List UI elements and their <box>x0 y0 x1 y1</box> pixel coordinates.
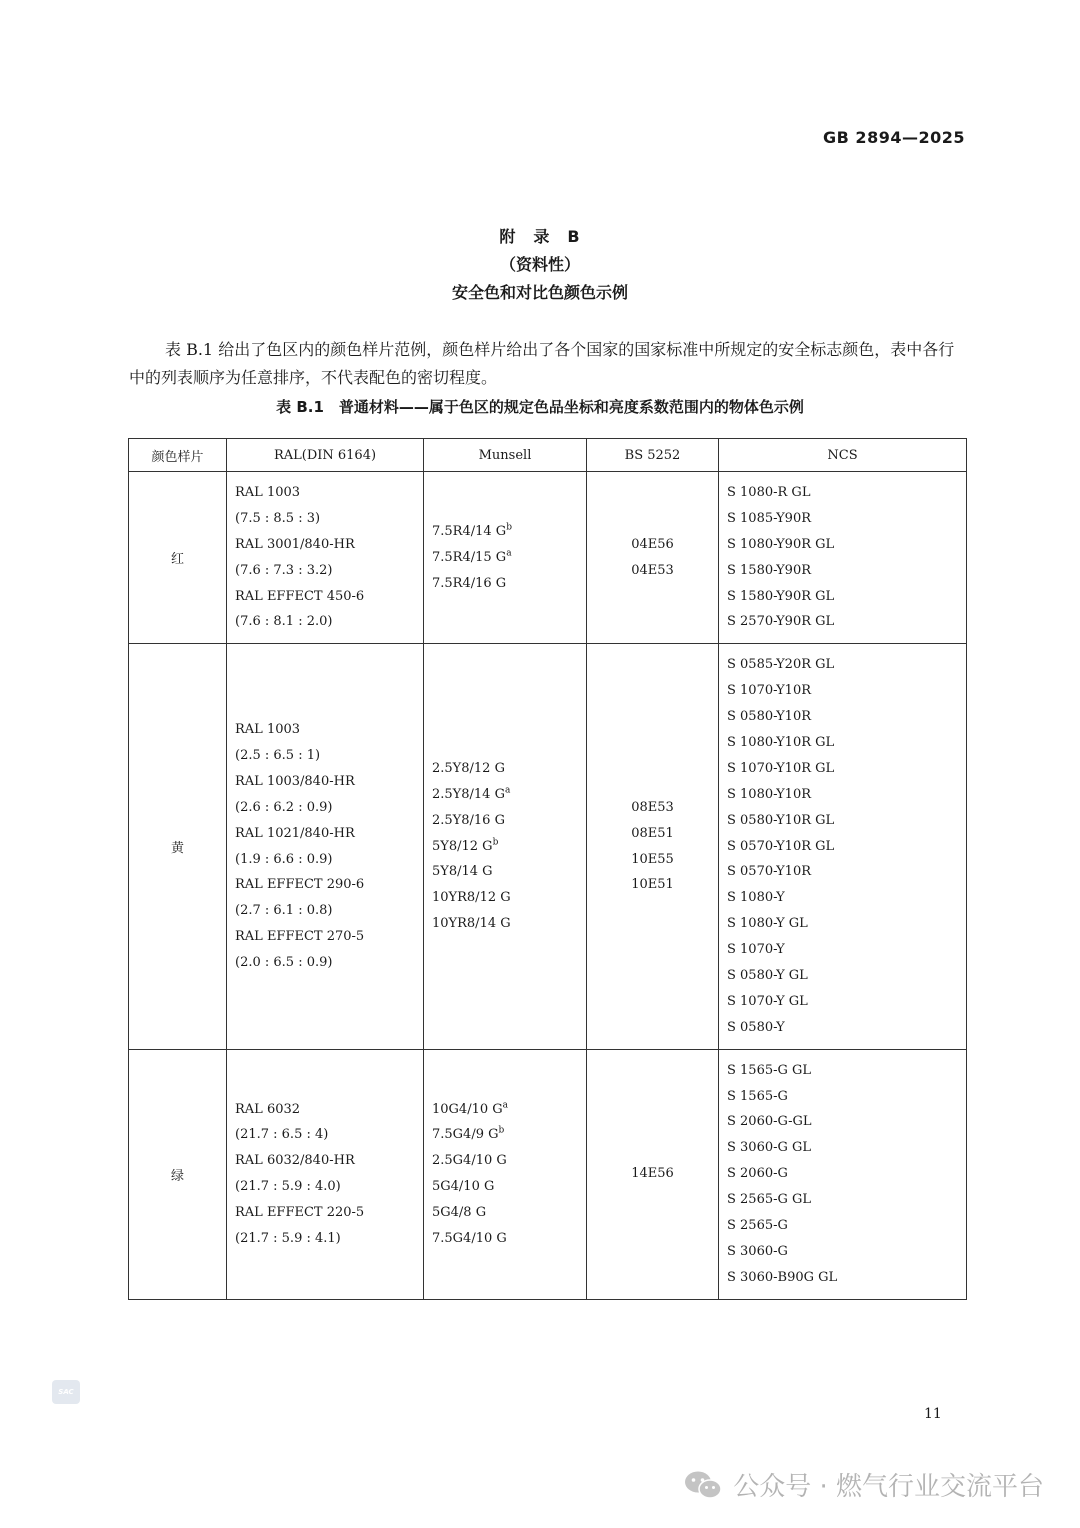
ncs-value: S 1565-G <box>727 1088 788 1104</box>
munsell-notation: 5Y8/12 G <box>432 838 493 854</box>
munsell-value <box>432 1226 578 1252</box>
munsell-notation: 5G4/10 G <box>432 1179 495 1195</box>
munsell-notation: 7.5R4/14 G <box>432 523 507 539</box>
ral-value: (7.6 : 8.1 : 2.0) <box>235 614 333 630</box>
ncs-value: S 1080-Y <box>727 890 785 906</box>
ncs-value: S 0580-Y GL <box>727 968 808 984</box>
munsell-value <box>432 545 578 571</box>
ral-cell <box>227 644 424 1049</box>
munsell-value <box>432 808 578 834</box>
header-color-sample: 颜色样片 <box>129 439 227 472</box>
page-number: 11 <box>924 1406 942 1422</box>
ncs-value: S 0580-Y10R GL <box>727 812 835 828</box>
ncs-value: S 3060-G <box>727 1243 788 1259</box>
ncs-value: S 1080-Y10R <box>727 786 811 802</box>
munsell-value <box>432 834 578 860</box>
appendix-label: 附 录 B <box>499 227 581 246</box>
wechat-icon <box>683 1469 723 1501</box>
bs5252-value: 04E56 <box>631 536 674 552</box>
munsell-value <box>432 885 578 911</box>
intro-paragraph: 表 B.1 给出了色区内的颜色样片范例，颜色样片给出了各个国家的国家标准中所规定的安全标志颜色，表中各行中的列表顺序为任意排序，不代表配色的密切程度。 <box>129 340 955 387</box>
ncs-value: S 1070-Y <box>727 942 785 958</box>
ral-cell <box>227 472 424 644</box>
ral-value: RAL EFFECT 290-6 <box>235 877 365 893</box>
watermark-text: 公众号 · 燃气行业交流平台 <box>733 1472 1044 1502</box>
munsell-cell <box>424 644 587 1049</box>
ral-value: (21.7 : 5.9 : 4.0) <box>235 1179 341 1195</box>
munsell-notation: 7.5R4/16 G <box>432 575 507 591</box>
color-example-table <box>128 438 967 1300</box>
bs5252-cell <box>587 472 719 644</box>
munsell-notation: 10YR8/14 G <box>432 916 511 932</box>
ral-value: RAL 6032/840-HR <box>235 1153 355 1169</box>
ncs-value: S 1080-Y10R GL <box>727 735 835 751</box>
ral-value: RAL 1021/840-HR <box>235 825 355 841</box>
ral-value: (21.7 : 6.5 : 4) <box>235 1127 329 1143</box>
bs5252-value: 08E51 <box>631 825 674 841</box>
ral-value: RAL 1003 <box>235 722 301 738</box>
munsell-notation: 2.5Y8/14 G <box>432 786 505 802</box>
ral-value: (21.7 : 5.9 : 4.1) <box>235 1230 341 1246</box>
munsell-value <box>432 1122 578 1148</box>
ncs-value: S 1070-Y GL <box>727 993 808 1009</box>
ral-value: (2.6 : 6.2 : 0.9) <box>235 799 333 815</box>
footnote-marker: a <box>504 785 511 796</box>
munsell-notation: 7.5G4/10 G <box>432 1230 507 1246</box>
munsell-value <box>432 1174 578 1200</box>
color-sample-cell: 黄 <box>129 644 227 1049</box>
munsell-notation: 10G4/10 G <box>432 1101 503 1117</box>
ncs-value: S 2570-Y90R GL <box>727 614 835 630</box>
bs5252-cell <box>587 1049 719 1299</box>
ral-value: (2.7 : 6.1 : 0.8) <box>235 903 333 919</box>
table-row <box>129 644 967 1049</box>
ncs-value: S 1070-Y10R <box>727 683 811 699</box>
ncs-value: S 3060-B90G GL <box>727 1269 838 1285</box>
ral-value: RAL 6032 <box>235 1101 301 1117</box>
munsell-value <box>432 782 578 808</box>
bs5252-value: 14E56 <box>631 1166 674 1182</box>
ral-value: (7.5 : 8.5 : 3) <box>235 510 321 526</box>
appendix-nature: （资料性） <box>499 255 580 274</box>
watermark <box>683 1466 1044 1503</box>
table-row <box>129 1049 967 1299</box>
ral-value: RAL 1003 <box>235 485 301 500</box>
color-sample-cell: 红 <box>129 472 227 644</box>
ncs-value: S 2565-G <box>727 1218 788 1234</box>
header-bs5252: BS 5252 <box>587 439 719 472</box>
munsell-notation: 7.5G4/9 G <box>432 1127 499 1143</box>
ncs-value: S 2565-G GL <box>727 1192 812 1208</box>
ncs-value: S 1085-Y90R <box>727 510 811 526</box>
header-munsell: Munsell <box>424 439 587 472</box>
color-sample-cell: 绿 <box>129 1049 227 1299</box>
ncs-cell <box>719 472 967 644</box>
munsell-value <box>432 756 578 782</box>
munsell-value <box>432 1097 578 1123</box>
sac-logo: SAC <box>52 1380 80 1404</box>
ral-value: RAL EFFECT 450-6 <box>235 588 365 604</box>
munsell-notation: 5Y8/14 G <box>432 864 493 880</box>
bs5252-value: 08E53 <box>631 799 674 815</box>
table-row <box>129 472 967 644</box>
footnote-marker: b <box>498 1126 505 1137</box>
ncs-value: S 2060-G <box>727 1166 788 1182</box>
ncs-value: S 1080-Y90R GL <box>727 536 835 552</box>
table-caption: 表 B.1 普通材料——属于色区的规定色品坐标和亮度系数范围内的物体色示例 <box>276 398 804 416</box>
munsell-value <box>432 859 578 885</box>
ncs-value: S 0580-Y <box>727 1019 785 1035</box>
ncs-value: S 1080-Y GL <box>727 916 808 932</box>
footnote-marker: b <box>492 837 499 848</box>
ral-value: (1.9 : 6.6 : 0.9) <box>235 851 333 867</box>
ncs-cell <box>719 1049 967 1299</box>
munsell-value <box>432 1148 578 1174</box>
standard-number: GB 2894—2025 <box>823 128 965 147</box>
munsell-notation: 5G4/8 G <box>432 1205 487 1221</box>
footnote-marker: a <box>506 548 512 559</box>
appendix-title: 安全色和对比色颜色示例 <box>451 283 628 302</box>
munsell-notation: 7.5R4/15 G <box>432 549 507 565</box>
munsell-value <box>432 571 578 597</box>
munsell-value <box>432 911 578 937</box>
munsell-value <box>432 519 578 545</box>
ncs-cell <box>719 644 967 1049</box>
ncs-value: S 1070-Y10R GL <box>727 760 835 776</box>
munsell-cell <box>424 472 587 644</box>
ncs-value: S 1080-R GL <box>727 485 811 500</box>
ncs-value: S 1580-Y90R GL <box>727 588 835 604</box>
footnote-marker: b <box>506 522 512 533</box>
header-ral: RAL(DIN 6164) <box>227 439 424 472</box>
munsell-notation: 10YR8/12 G <box>432 890 511 906</box>
munsell-notation: 2.5Y8/16 G <box>432 812 505 828</box>
munsell-notation: 2.5G4/10 G <box>432 1153 507 1169</box>
bs5252-value: 10E55 <box>631 851 674 867</box>
ral-value: RAL EFFECT 220-5 <box>235 1205 365 1221</box>
ral-value: RAL 3001/840-HR <box>235 536 355 552</box>
bs5252-value: 04E53 <box>631 562 674 578</box>
ncs-value: S 1565-G GL <box>727 1062 812 1078</box>
bs5252-cell <box>587 644 719 1049</box>
ral-value: RAL EFFECT 270-5 <box>235 929 365 945</box>
munsell-notation: 2.5Y8/12 G <box>432 760 505 776</box>
ncs-value: S 0570-Y10R <box>727 864 811 880</box>
ral-value: (2.5 : 6.5 : 1) <box>235 747 321 763</box>
munsell-cell <box>424 1049 587 1299</box>
munsell-value <box>432 1200 578 1226</box>
ncs-value: S 3060-G GL <box>727 1140 812 1156</box>
ral-value: (2.0 : 6.5 : 0.9) <box>235 955 333 971</box>
ncs-value: S 0585-Y20R GL <box>727 657 835 673</box>
ncs-value: S 0570-Y10R GL <box>727 838 835 854</box>
ncs-value: S 2060-G-GL <box>727 1114 812 1130</box>
ral-cell <box>227 1049 424 1299</box>
table-header-row <box>129 439 967 472</box>
bs5252-value: 10E51 <box>631 877 674 893</box>
ral-value: RAL 1003/840-HR <box>235 773 355 789</box>
ncs-value: S 1580-Y90R <box>727 562 811 578</box>
footnote-marker: a <box>502 1100 509 1111</box>
ncs-value: S 0580-Y10R <box>727 709 811 725</box>
ral-value: (7.6 : 7.3 : 3.2) <box>235 562 333 578</box>
header-ncs: NCS <box>719 439 967 472</box>
